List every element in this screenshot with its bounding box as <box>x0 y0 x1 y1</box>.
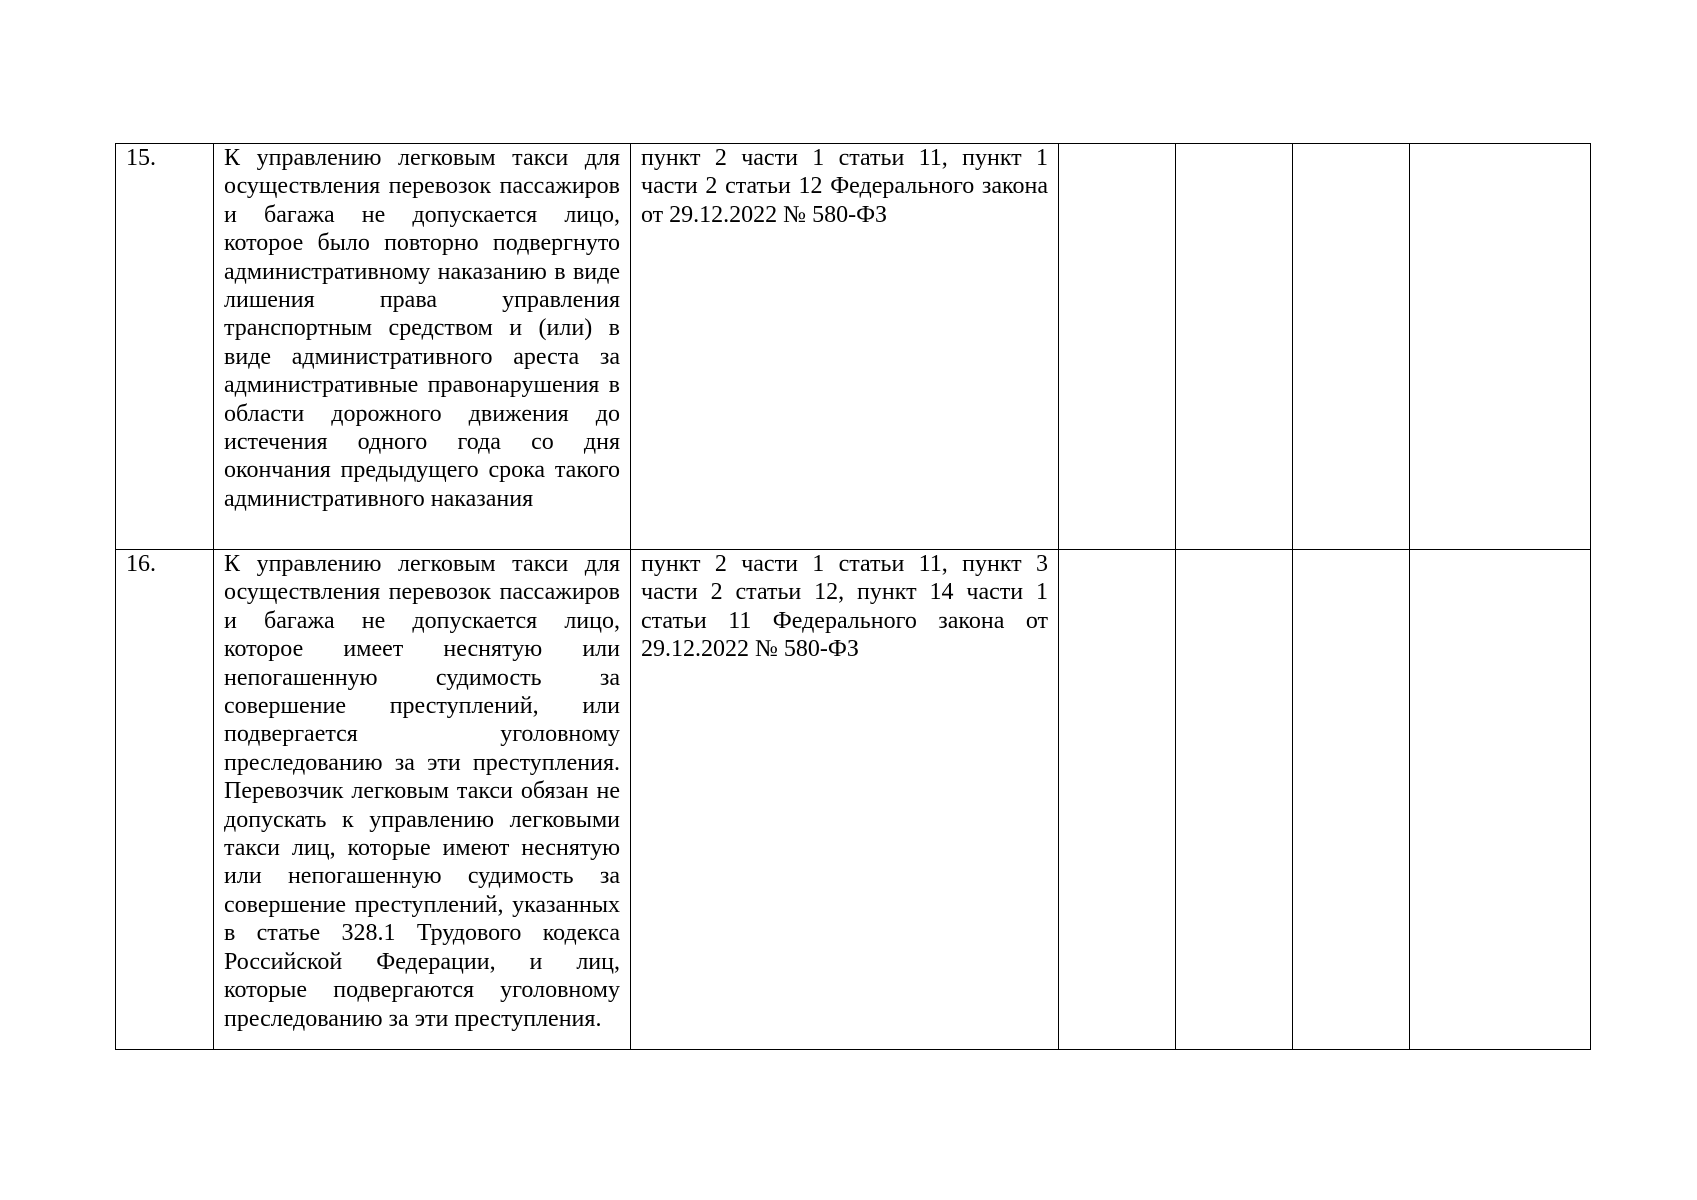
empty-cell <box>1410 144 1591 550</box>
row-number: 16. <box>116 550 214 1050</box>
legal-reference: пункт 2 части 1 статьи 11, пункт 3 части 2 статьи 12, пункт 14 части 1 статьи 11 Федерального закона от 29.12.2022 № 580-ФЗ <box>631 550 1059 1050</box>
empty-cell <box>1176 550 1293 1050</box>
legal-reference: пункт 2 части 1 статьи 11, пункт 1 части 2 статьи 12 Федерального закона от 29.12.2022 № 580-ФЗ <box>631 144 1059 550</box>
empty-cell <box>1059 550 1176 1050</box>
table-row <box>116 550 1591 1050</box>
empty-cell <box>1059 144 1176 550</box>
requirement-text: К управлению легковым такси для осуществления перевозок пассажиров и багажа не допускается лицо, которое имеет неснятую или непогашенную судимость за совершение преступлений, или подвергается уголовному преследованию за эти преступления. Перевозчик легковым такси обязан не допускать к управлению легковыми такси лиц, которые имеют неснятую или непогашенную судимость за совершение преступлений, указанных в статье 328.1 Трудового кодекса Российской Федерации, и лиц, которые подвергаются уголовному преследованию за эти преступления. <box>214 550 631 1050</box>
empty-cell <box>1176 144 1293 550</box>
row-number: 15. <box>116 144 214 550</box>
requirement-text: К управлению легковым такси для осуществления перевозок пассажиров и багажа не допускается лицо, которое было повторно подвергнуто административному наказанию в виде лишения права управления транспортным средством и (или) в виде административного ареста за административные правонарушения в области дорожного движения до истечения одного года со дня окончания предыдущего срока такого административного наказания <box>214 144 631 550</box>
table-row <box>116 144 1591 550</box>
requirements-table <box>115 143 1591 1050</box>
empty-cell <box>1293 550 1410 1050</box>
empty-cell <box>1410 550 1591 1050</box>
empty-cell <box>1293 144 1410 550</box>
